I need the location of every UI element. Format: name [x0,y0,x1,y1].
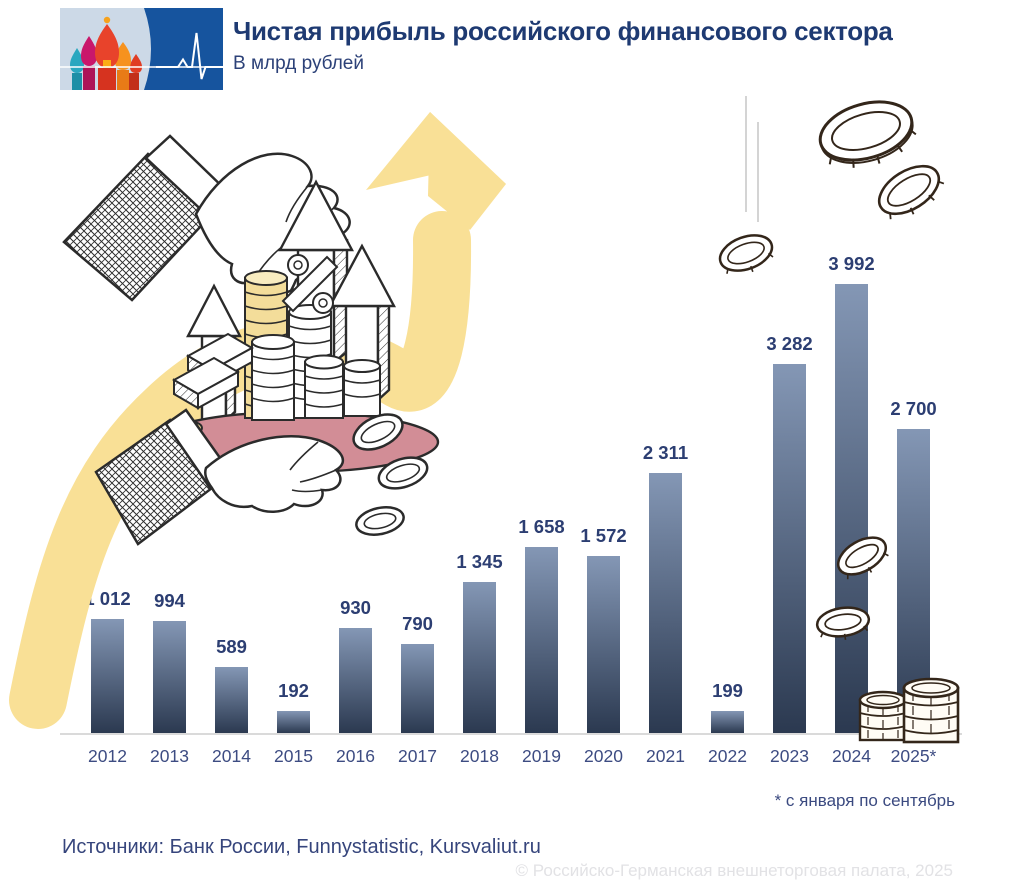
bar-year-label: 2017 [398,746,437,766]
coin-icon [813,92,920,178]
bar-value-label: 2 311 [642,442,689,463]
page-title: Чистая прибыль российского финансового сектора [233,16,893,46]
bar [525,547,558,733]
logo [60,8,223,90]
bar [649,473,682,733]
bar [91,619,124,733]
bar [463,582,496,733]
copyright-line: © Российско-Германская внешнеторговая палата, 2025 [515,861,953,880]
footnote: * с января по сентябрь [774,791,955,810]
bar-value-label: 3 282 [766,333,813,354]
bar [153,621,186,733]
bar-value-label: 589 [216,636,247,657]
bar [339,628,372,733]
bar-year-label: 2022 [708,746,747,766]
bar-year-label: 2014 [212,746,251,766]
bar-year-label: 2025* [890,746,937,766]
bar-year-label: 2020 [584,746,623,766]
bar [401,644,434,733]
bar [277,711,310,733]
bar [711,711,744,733]
bar-value-label: 199 [712,680,743,701]
bar-value-label: 790 [402,613,433,634]
bar-chart [60,253,962,766]
sources-line: Источники: Банк России, Funnystatistic, Kursvaliut.ru [62,836,541,858]
bar-year-label: 2023 [770,746,809,766]
bar-value-label: 1 658 [518,516,565,537]
x-axis-line [60,733,962,735]
bar-value-label: 1 572 [580,525,627,546]
bar [773,364,806,733]
bar-year-label: 2016 [336,746,375,766]
bar-year-label: 2015 [274,746,313,766]
bar-value-label: 994 [154,590,185,611]
bar-value-label: 930 [340,597,371,618]
bar-year-label: 2012 [88,746,127,766]
bar-year-label: 2013 [150,746,189,766]
bar [897,429,930,733]
bar-year-label: 2018 [460,746,499,766]
bar-value-label: 1 345 [456,551,503,572]
bar [835,284,868,733]
bar-year-label: 2024 [832,746,871,766]
bar-value-label: 2 700 [890,398,937,419]
bar-year-label: 2019 [522,746,561,766]
bar-value-label: 1 012 [84,588,131,609]
coin-icon [715,229,778,281]
coin-icon [871,156,949,227]
bar-value-label: 3 992 [828,253,875,274]
bar [215,667,248,733]
bar-value-label: 192 [278,680,309,701]
bar [587,556,620,733]
bar-year-label: 2021 [646,746,685,766]
page-subtitle: В млрд рублей [233,52,364,74]
